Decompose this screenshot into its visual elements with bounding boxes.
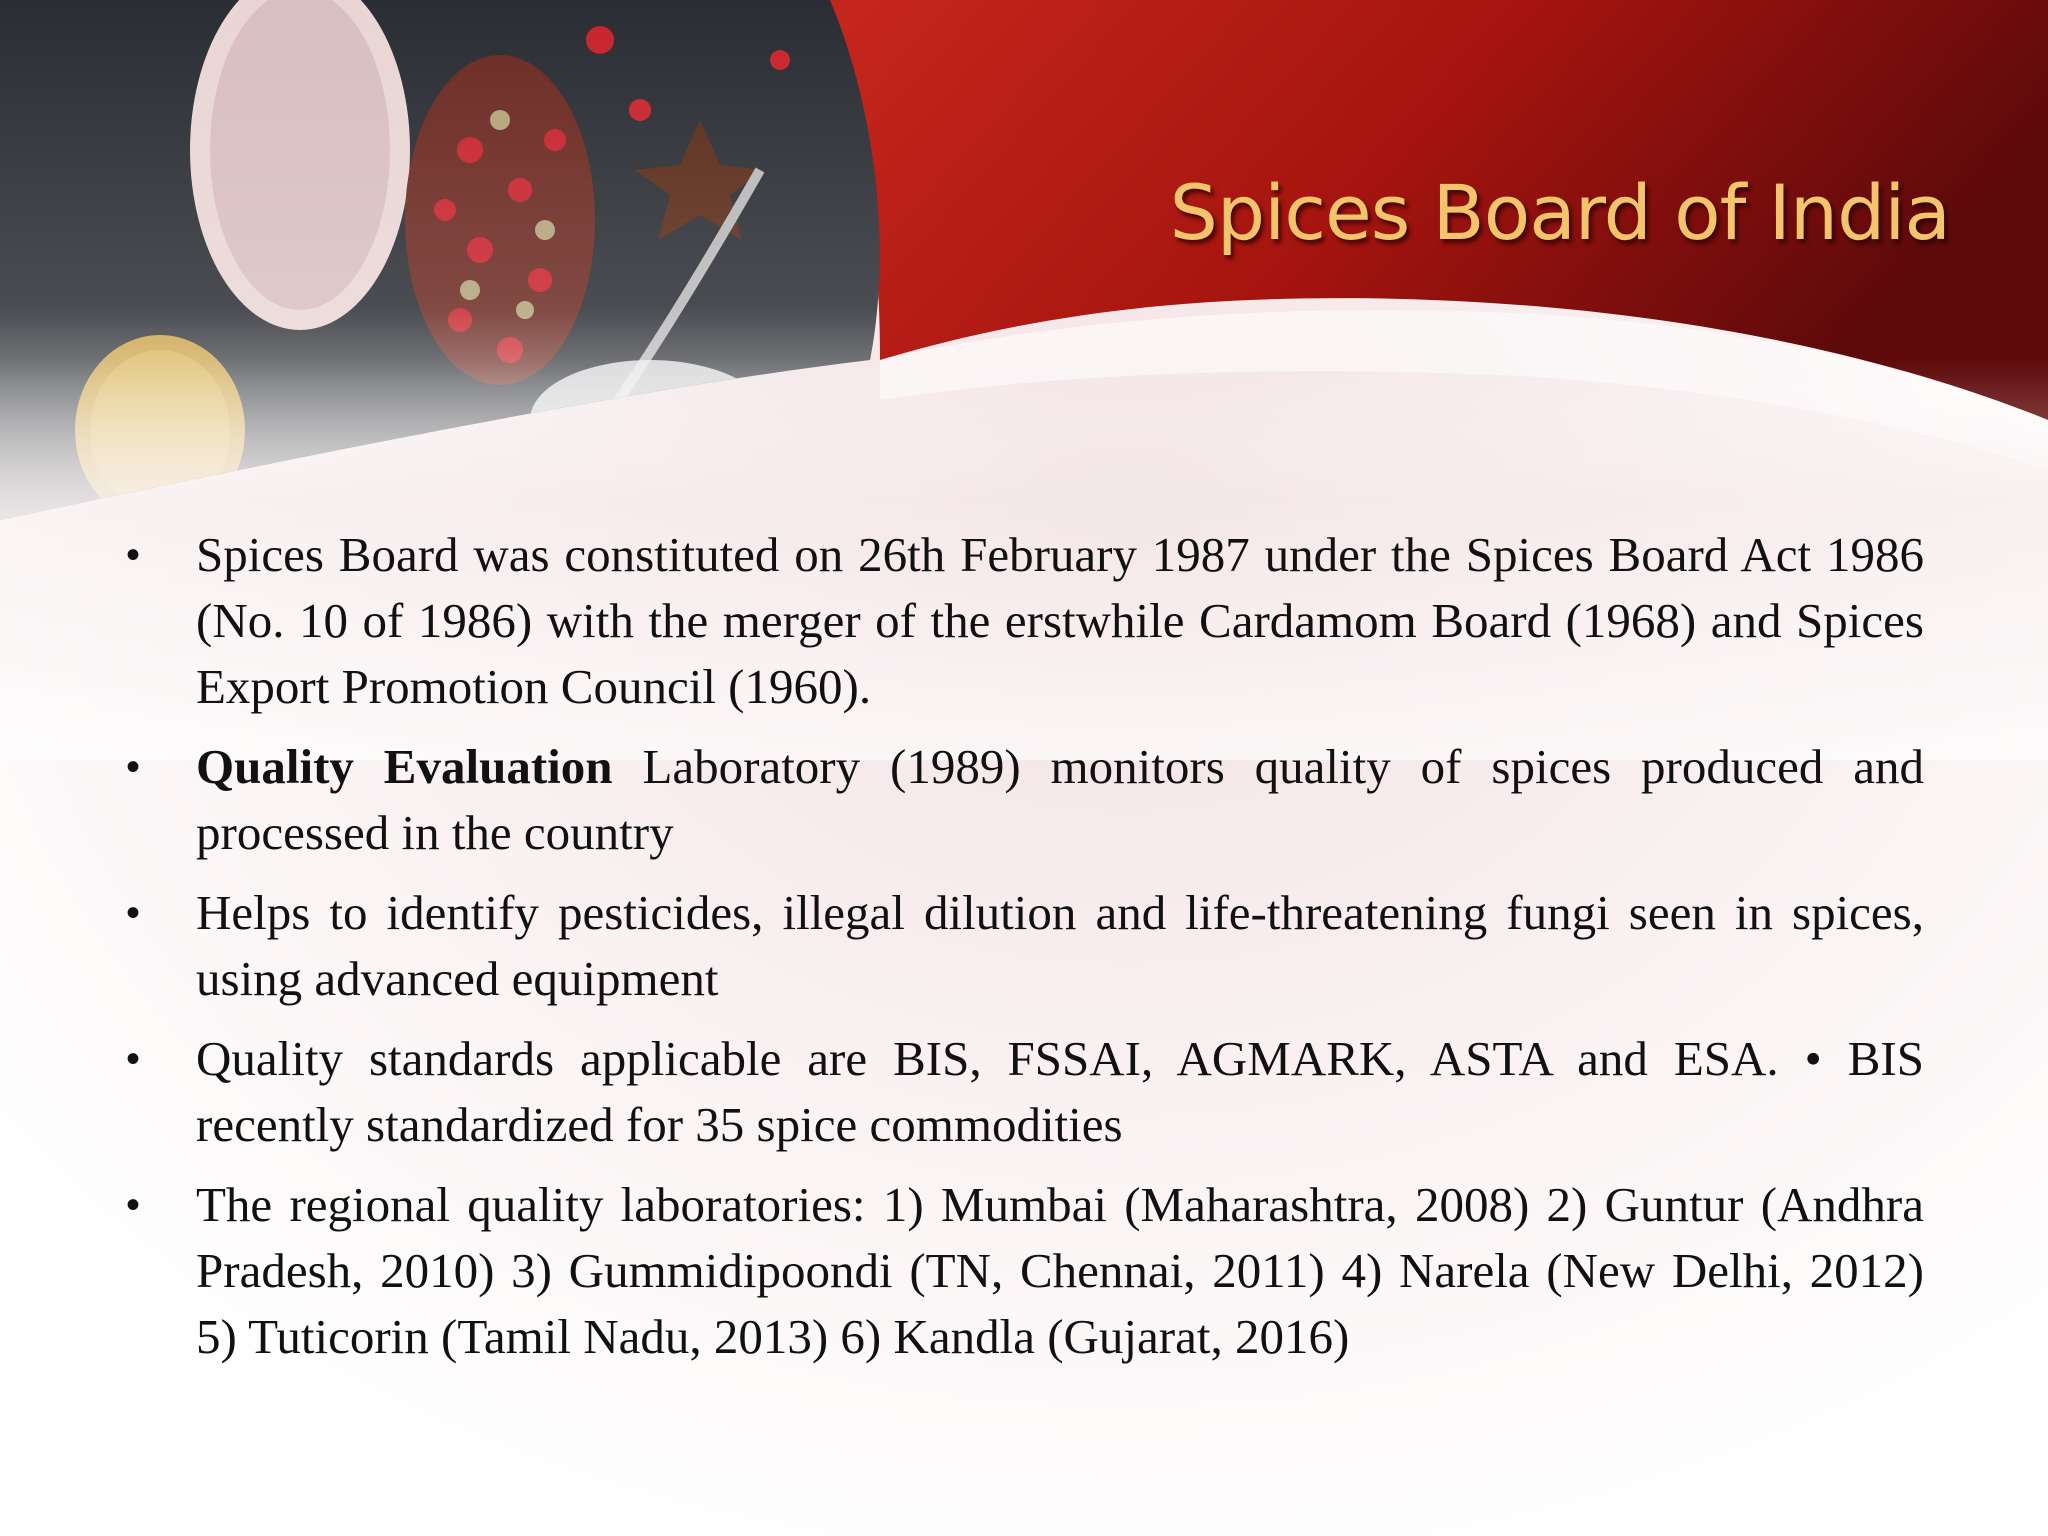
- bullet-icon: •: [125, 1183, 140, 1227]
- bullet-text: Spices Board was constituted on 26th February 1987 under the Spices Board Act 1986 (No. 10 of 1986) with the merger of the erstwhile Cardamom Board (1968) and Spices Export Promotion Council (1960).: [196, 527, 1924, 714]
- bullet-icon: •: [125, 533, 140, 577]
- list-item: [118, 1172, 1924, 1370]
- bullet-bold-text: Quality Evaluation: [196, 739, 613, 794]
- bullet-text: Laboratory (1989) monitors quality of spices produced and processed in the country: [196, 739, 1924, 860]
- list-item: [118, 734, 1924, 866]
- list-item: [118, 880, 1924, 1012]
- bullet-text: The regional quality laboratories: 1) Mumbai (Maharashtra, 2008) 2) Guntur (Andhra Pradesh, 2010) 3) Gummidipoondi (TN, Chennai, 2011) 4) Narela (New Delhi, 2012) 5) Tuticorin (Tamil Nadu, 2013) 6) Kandla (Gujarat, 2016): [196, 1177, 1924, 1364]
- bullet-icon: •: [125, 891, 140, 935]
- slide-title: Spices Board of India: [1169, 168, 1950, 257]
- bullet-icon: •: [125, 745, 140, 789]
- list-item: [118, 1026, 1924, 1158]
- list-item: [118, 522, 1924, 720]
- bullet-list: [118, 522, 1924, 1384]
- bullet-text: Helps to identify pesticides, illegal dilution and life-threatening fungi seen in spices, using advanced equipment: [196, 885, 1924, 1006]
- bullet-icon: •: [125, 1037, 140, 1081]
- bullet-text: Quality standards applicable are BIS, FSSAI, AGMARK, ASTA and ESA. • BIS recently standardized for 35 spice commodities: [196, 1031, 1924, 1152]
